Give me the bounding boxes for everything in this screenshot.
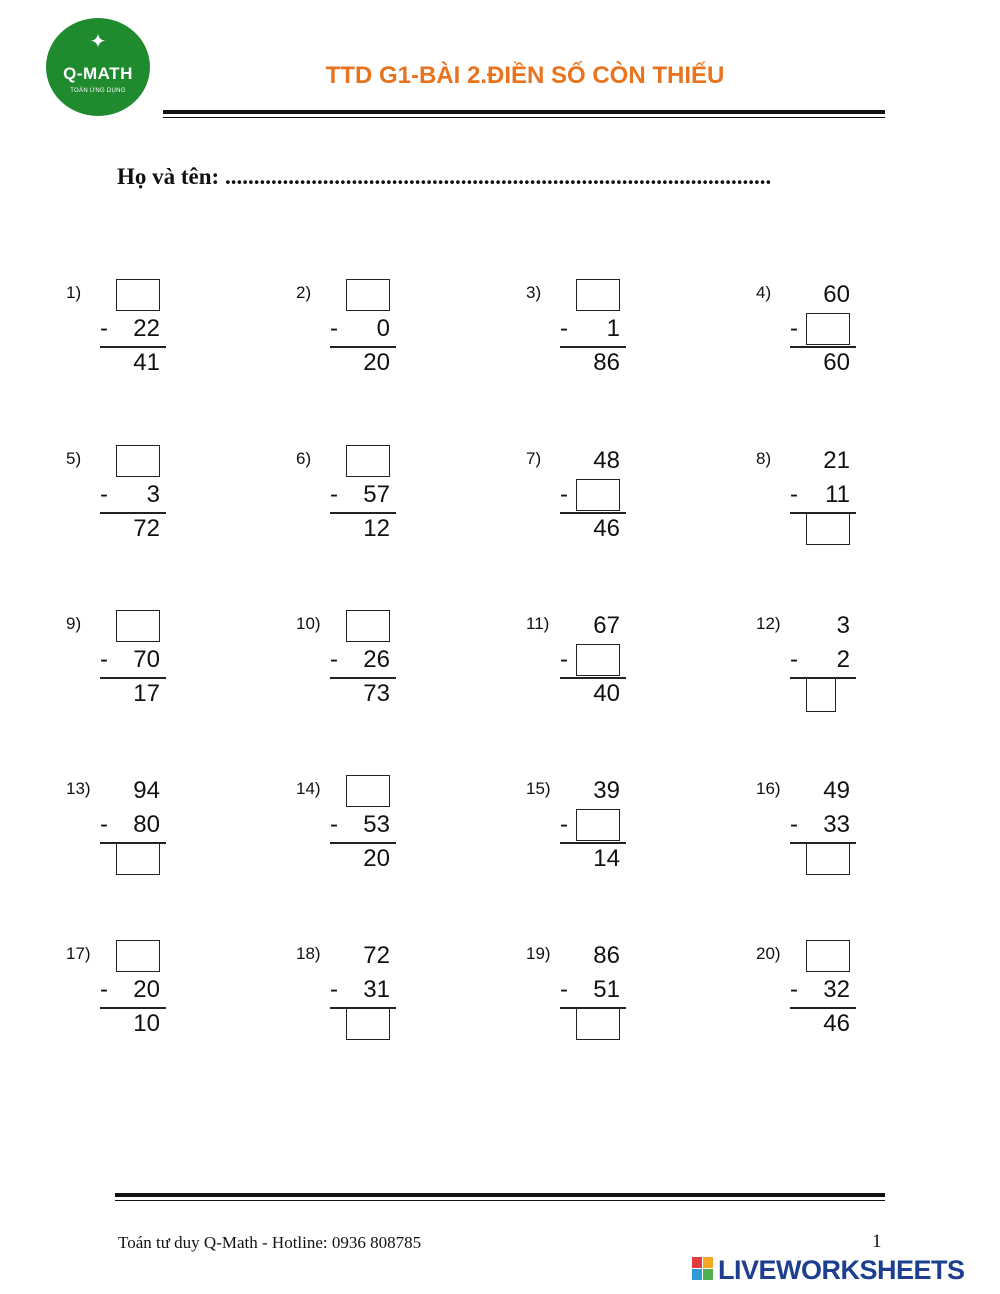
subtrahend-row [86,809,168,841]
answer-box[interactable] [576,279,620,311]
page-number: 1 [872,1231,882,1252]
bird-icon: ✦ [89,31,107,53]
difference-value: 73 [363,680,390,707]
minuend-row [86,940,168,972]
difference-value: 17 [133,680,160,707]
liveworksheets-logo[interactable] [692,1252,992,1288]
answer-line [330,842,396,844]
footer-hotline: Toán tư duy Q-Math - Hotline: 0936 808785 [118,1233,422,1252]
answer-line [560,1007,626,1009]
minuend-value: 39 [593,777,620,804]
difference-row [86,678,168,710]
minuend-value: 49 [823,777,850,804]
difference-row [86,843,168,875]
difference-value: 20 [363,845,390,872]
problem-16 [756,775,866,887]
problem-14 [296,775,406,887]
answer-box[interactable] [346,610,390,642]
problem-9 [66,610,176,722]
header-rule [163,110,885,114]
answer-box[interactable] [116,940,160,972]
minus-sign: - [100,976,108,1003]
minuend-row [546,279,628,311]
subtrahend-row [546,313,628,345]
subtrahend-value: 1 [606,315,620,342]
problem-7 [526,445,636,557]
minuend-row [316,940,398,972]
minuend-row [776,775,858,807]
problem-number: 8) [756,449,772,468]
problem-3 [526,279,636,391]
answer-line [790,1007,856,1009]
answer-line [100,346,166,348]
difference-row [546,678,628,710]
subtrahend-value: 32 [823,976,850,1003]
subtrahend-value: 2 [836,646,850,673]
difference-value: 14 [593,845,620,872]
subtrahend-value: 33 [823,811,850,838]
subtrahend-row [776,809,858,841]
answer-line [790,842,856,844]
subtrahend-value: 80 [133,811,160,838]
subtrahend-row [546,809,628,841]
minuend-value: 48 [593,447,620,474]
problem-10 [296,610,406,722]
problem-number: 5) [66,449,82,468]
difference-row [546,1008,628,1040]
problem-number: 13) [66,779,91,798]
subtrahend-row [776,644,858,676]
problem-6 [296,445,406,557]
answer-line [100,1007,166,1009]
answer-line [100,677,166,679]
minus-sign: - [790,315,798,342]
subtrahend-row [86,479,168,511]
answer-box[interactable] [806,513,850,545]
subtrahend-row [776,479,858,511]
subtrahend-value: 11 [825,481,850,508]
problem-number: 19) [526,944,551,963]
problem-number: 15) [526,779,551,798]
problem-number: 1) [66,283,82,302]
subtrahend-row [316,479,398,511]
answer-box[interactable] [346,445,390,477]
problem-number: 18) [296,944,321,963]
page-title: TTD G1-BÀI 2.ĐIỀN SỐ CÒN THIẾU [325,62,725,89]
difference-row [316,513,398,545]
minuend-value: 3 [836,612,850,639]
subtrahend-value: 26 [363,646,390,673]
answer-box[interactable] [576,809,620,841]
answer-box[interactable] [806,940,850,972]
problem-number: 4) [756,283,772,302]
footer-rule-thin [115,1200,885,1201]
problem-number: 10) [296,614,321,633]
problem-5 [66,445,176,557]
minuend-row [316,279,398,311]
minus-sign: - [790,646,798,673]
difference-row [86,1008,168,1040]
minuend-row [546,775,628,807]
answer-line [330,1007,396,1009]
difference-value: 86 [593,349,620,376]
footer-rule [115,1193,885,1197]
difference-row [776,678,858,710]
answer-box[interactable] [346,279,390,311]
student-name-field[interactable]: Họ và tên: ............................................................................................... [117,164,772,189]
answer-box[interactable] [806,843,850,875]
subtrahend-row [776,313,858,345]
minus-sign: - [560,811,568,838]
problem-number: 2) [296,283,312,302]
answer-box[interactable] [576,644,620,676]
answer-line [560,512,626,514]
minuend-value: 67 [593,612,620,639]
problem-number: 6) [296,449,312,468]
difference-row [546,347,628,379]
problem-15 [526,775,636,887]
minuend-value: 21 [823,447,850,474]
difference-value: 46 [593,515,620,542]
subtrahend-row [316,313,398,345]
subtrahend-row [316,644,398,676]
difference-value: 41 [133,349,160,376]
problem-1 [66,279,176,391]
minus-sign: - [100,481,108,508]
difference-value: 12 [363,515,390,542]
minus-sign: - [330,976,338,1003]
difference-row [546,843,628,875]
problem-13 [66,775,176,887]
minus-sign: - [560,976,568,1003]
minus-sign: - [330,646,338,673]
q-math-logo [46,18,150,116]
difference-row [316,347,398,379]
minus-sign: - [790,976,798,1003]
cube-icon [692,1257,714,1281]
minus-sign: - [330,481,338,508]
minuend-row [316,775,398,807]
answer-box[interactable] [116,445,160,477]
problem-18 [296,940,406,1052]
problem-number: 14) [296,779,321,798]
minus-sign: - [790,811,798,838]
answer-line [330,346,396,348]
difference-row [316,678,398,710]
answer-line [330,512,396,514]
answer-line [560,842,626,844]
minuend-row [86,445,168,477]
problem-number: 11) [526,614,550,633]
difference-row [776,843,858,875]
subtrahend-row [546,479,628,511]
minuend-row [316,445,398,477]
minus-sign: - [790,481,798,508]
subtrahend-value: 3 [146,481,160,508]
answer-box[interactable] [346,1008,390,1040]
answer-line [100,512,166,514]
minuend-row [546,445,628,477]
header-rule-thin [163,117,885,118]
problem-17 [66,940,176,1052]
minuend-row [86,610,168,642]
difference-value: 72 [133,515,160,542]
subtrahend-value: 51 [593,976,620,1003]
minus-sign: - [330,315,338,342]
minuend-value: 72 [363,942,390,969]
answer-line [560,677,626,679]
problem-number: 12) [756,614,781,633]
minuend-row [316,610,398,642]
answer-box[interactable] [576,479,620,511]
subtrahend-row [546,974,628,1006]
subtrahend-value: 22 [133,315,160,342]
difference-row [86,513,168,545]
minus-sign: - [560,481,568,508]
subtrahend-value: 20 [133,976,160,1003]
subtrahend-row [86,644,168,676]
minuend-row [546,940,628,972]
answer-line [100,842,166,844]
subtrahend-row [86,974,168,1006]
difference-value: 20 [363,349,390,376]
subtrahend-row [316,974,398,1006]
problem-19 [526,940,636,1052]
answer-box[interactable] [576,1008,620,1040]
difference-row [776,347,858,379]
minus-sign: - [560,315,568,342]
problem-number: 9) [66,614,82,633]
problem-number: 3) [526,283,542,302]
problem-2 [296,279,406,391]
subtrahend-value: 0 [376,315,390,342]
minuend-row [776,940,858,972]
problem-4 [756,279,866,391]
subtrahend-value: 57 [363,481,390,508]
answer-box[interactable] [346,775,390,807]
subtrahend-row [546,644,628,676]
difference-value: 40 [593,680,620,707]
problem-number: 20) [756,944,781,963]
problem-12 [756,610,866,722]
subtrahend-row [316,809,398,841]
difference-value: 60 [823,349,850,376]
answer-line [790,512,856,514]
problem-8 [756,445,866,557]
minuend-row [776,279,858,311]
minuend-value: 86 [593,942,620,969]
answer-box[interactable] [116,843,160,875]
brand-text: LIVEWORKSHEETS [718,1255,965,1285]
subtrahend-value: 31 [363,976,390,1003]
problem-20 [756,940,866,1052]
answer-line [560,346,626,348]
subtrahend-value: 70 [133,646,160,673]
minuend-value: 94 [133,777,160,804]
subtrahend-row [86,313,168,345]
difference-row [86,347,168,379]
subtrahend-value: 53 [363,811,390,838]
difference-row [776,513,858,545]
answer-box[interactable] [116,610,160,642]
answer-box[interactable] [806,678,836,712]
subtrahend-row [776,974,858,1006]
difference-row [546,513,628,545]
minuend-row [776,610,858,642]
answer-line [790,677,856,679]
difference-value: 46 [823,1010,850,1037]
answer-line [790,346,856,348]
minus-sign: - [560,646,568,673]
minuend-row [776,445,858,477]
minus-sign: - [100,646,108,673]
logo-tagline: TOÁN ỨNG DỤNG [70,88,126,94]
minuend-value: 60 [823,281,850,308]
answer-line [330,677,396,679]
problem-number: 16) [756,779,781,798]
minuend-row [546,610,628,642]
problem-number: 7) [526,449,542,468]
problem-number: 17) [66,944,91,963]
difference-value: 10 [133,1010,160,1037]
logo-name: Q-MATH [63,64,133,83]
minuend-row [86,775,168,807]
answer-box[interactable] [806,313,850,345]
minus-sign: - [100,315,108,342]
minus-sign: - [100,811,108,838]
answer-box[interactable] [116,279,160,311]
minus-sign: - [330,811,338,838]
difference-row [776,1008,858,1040]
difference-row [316,1008,398,1040]
minuend-row [86,279,168,311]
problem-11 [526,610,636,722]
difference-row [316,843,398,875]
